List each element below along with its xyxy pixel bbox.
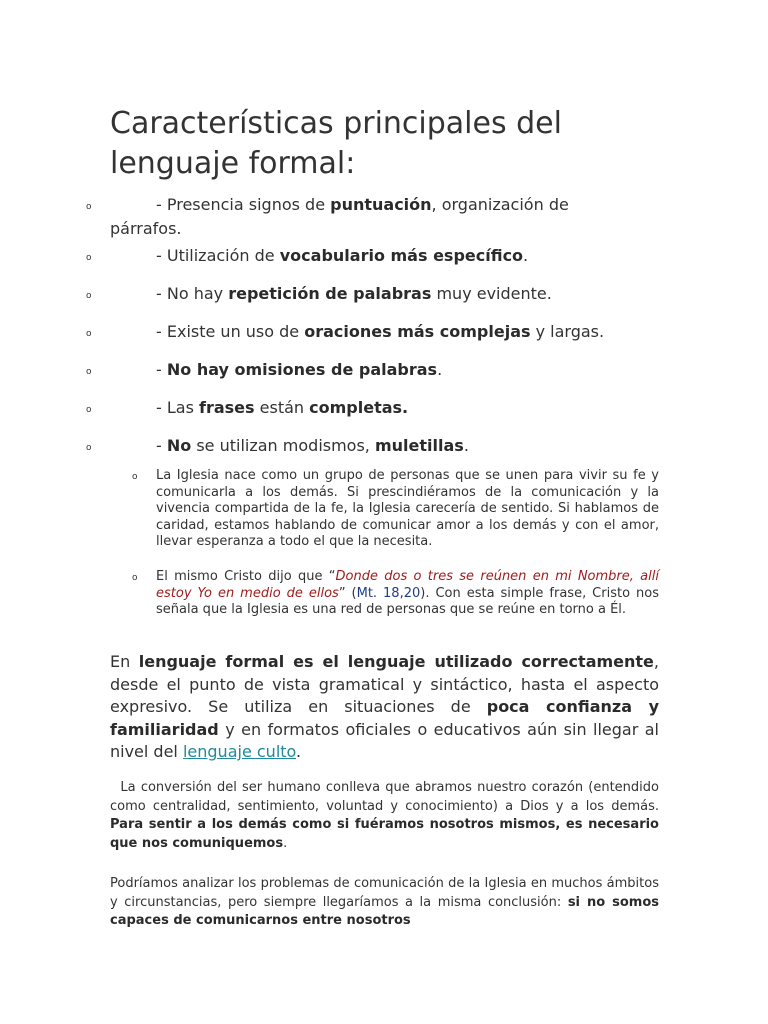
sub-list-item-text: La Iglesia nace como un grupo de personas que se unen para vivir su fe y comunicarla a los demás. Si prescindiéramos de la comunicación y la vivencia compartida de la fe, la Iglesia carecería de sentido. Si hablamos de caridad, estamos hablando de comunicar amor a los demás y con el amor, llevar esperanza a todo el que la necesita. [156,468,659,549]
page-title: Características principales del lenguaje formal: [110,106,562,181]
list-item-text: - Utilización de vocabulario más específico. [156,246,529,265]
list-item-text: - No se utilizan modismos, muletillas. [156,436,469,455]
bullet-marker: o [132,573,138,583]
list-item-text: - No hay repetición de palabras muy evidente. [156,284,552,303]
scripture-citation: Mt. 18,20 [356,585,421,601]
conversion-paragraph: La conversión del ser humano conlleva que abramos nuestro corazón (entendido como centralidad, sentimiento, voluntad y conocimiento) a Dios y a los demás. Para sentir a los demás como si fuéramos nosotros mismos, es necesario que nos comuniquemos. [110,780,664,851]
bullet-marker: o [86,443,92,453]
bullet-marker: o [86,405,92,415]
bullet-marker: o [132,472,138,482]
formal-language-paragraph: En lenguaje formal es el lenguaje utilizado correctamente, desde el punto de vista gramatical y sintáctico, hasta el aspecto expresivo. Se utiliza en situaciones de poca confianza y familiaridad y en formatos oficiales o educativos aún sin llegar al nivel del lenguaje culto. [110,652,659,761]
bullet-marker: o [86,329,92,339]
communication-paragraph: Podríamos analizar los problemas de comunicación de la Iglesia en muchos ámbitos y circunstancias, pero siempre llegaríamos a la misma conclusión: si no somos capaces de comunicarnos entre nosotros [110,876,659,928]
sub-list-item-text: El mismo Cristo dijo que “Donde dos o tres se reúnen en mi Nombre, allí estoy Yo en medio de ellos” (Mt. 18,20). Con esta simple frase, Cristo nos señala que la Iglesia es una red de personas que se reúne en torno a Él. [156,569,659,617]
list-item-text: - No hay omisiones de palabras. [156,360,443,379]
list-item-text: - Presencia signos de puntuación, organización de párrafos. [110,195,569,238]
bullet-marker: o [86,367,92,377]
bullet-marker: o [86,253,92,263]
list-item-text: - Existe un uso de oraciones más complejas y largas. [156,322,605,341]
scripture-quote: Donde dos o tres se reúnen en mi Nombre, allí estoy Yo en medio de ellos [156,569,659,601]
bullet-marker: o [86,202,92,212]
list-item-text: - Las frases están completas. [156,398,409,417]
lenguaje-culto-link[interactable]: lenguaje culto [182,742,297,761]
bullet-marker: o [86,291,92,301]
